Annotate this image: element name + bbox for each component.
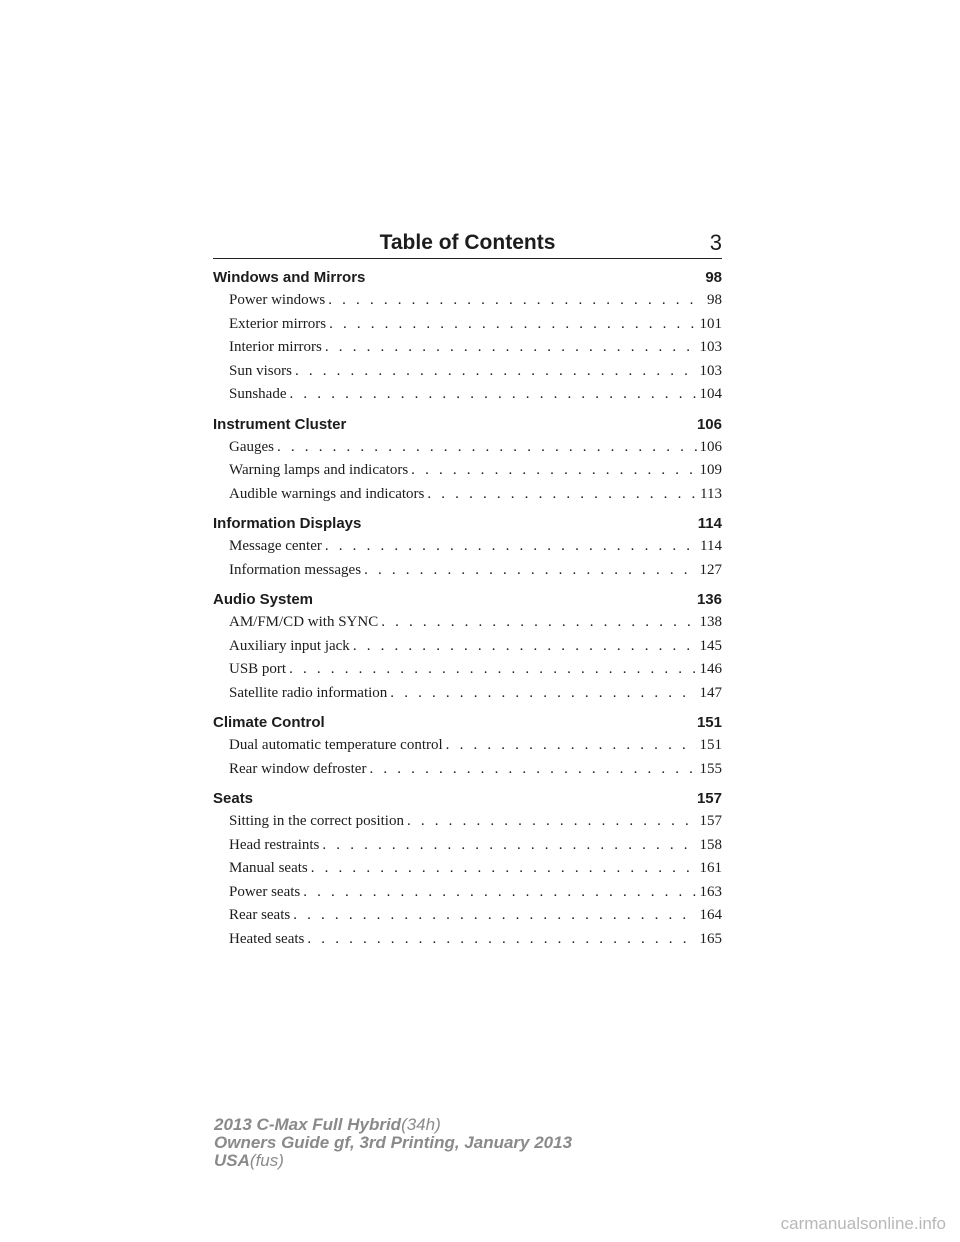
toc-entry[interactable] [213, 881, 722, 905]
toc-entry[interactable] [213, 658, 722, 682]
section-title: Information Displays [213, 515, 362, 532]
page-title: Table of Contents [379, 231, 556, 254]
entry-page-number: 157 [699, 813, 722, 829]
entry-page-number: 127 [699, 561, 722, 578]
entry-label: Sunshade [229, 386, 287, 402]
toc-entry[interactable] [213, 289, 722, 313]
entry-page-number: 109 [699, 462, 722, 478]
entry-label: Dual automatic temperature control [229, 737, 443, 753]
page-number: 3 [709, 230, 722, 255]
toc-entry[interactable] [213, 535, 722, 559]
entry-label: Auxiliary input jack [229, 637, 350, 654]
dot-leader [290, 383, 697, 407]
dot-leader [381, 611, 696, 635]
toc-entry[interactable] [213, 682, 722, 706]
entry-page-number: 151 [699, 737, 722, 753]
entry-page-number: 98 [707, 292, 722, 308]
toc-section [213, 413, 722, 507]
section-page-number: 151 [696, 714, 722, 731]
toc-section-heading[interactable] [213, 588, 722, 611]
dot-leader [293, 904, 696, 928]
entry-page-number: 147 [699, 684, 722, 701]
dot-leader [390, 682, 696, 706]
entry-page-number: 104 [699, 386, 722, 402]
entry-label: Warning lamps and indicators [229, 462, 409, 478]
entry-label: Sitting in the correct position [229, 813, 404, 829]
dot-leader [303, 881, 696, 905]
entry-label: USB port [229, 661, 287, 677]
section-title: Windows and Mirrors [213, 269, 366, 286]
entry-page-number: 138 [699, 614, 722, 630]
dot-leader [427, 483, 697, 507]
toc-section [213, 512, 722, 582]
toc-entry[interactable] [213, 436, 722, 460]
toc-entry[interactable] [213, 734, 722, 758]
entry-label: AM/FM/CD with SYNC [229, 614, 379, 630]
dot-leader [325, 535, 697, 559]
section-page-number: 157 [696, 790, 722, 807]
footer-model-code: (34h) [401, 1115, 441, 1134]
toc-section-heading[interactable] [213, 266, 722, 289]
dot-leader [325, 336, 697, 360]
toc-entry[interactable] [213, 904, 722, 928]
footer-market-code: (fus) [249, 1151, 284, 1170]
entry-label: Satellite radio information [229, 684, 388, 701]
dot-leader [295, 360, 697, 384]
entry-page-number: 103 [699, 362, 722, 379]
entry-page-number: 163 [699, 883, 722, 900]
section-title: Seats [213, 790, 254, 807]
section-page-number: 114 [697, 515, 722, 532]
dot-leader [407, 810, 697, 834]
section-title: Climate Control [213, 714, 325, 731]
entry-label: Message center [229, 538, 322, 554]
page-header [213, 228, 722, 259]
dot-leader [329, 313, 696, 337]
entry-page-number: 146 [699, 661, 722, 677]
footer-line-3 [214, 1152, 572, 1170]
entry-label: Audible warnings and indicators [229, 485, 425, 502]
dot-leader [322, 834, 696, 858]
entry-label: Manual seats [229, 860, 308, 876]
toc-section-heading[interactable] [213, 711, 722, 734]
page-footer [214, 1116, 572, 1170]
entry-label: Rear window defroster [229, 760, 367, 777]
dot-leader [353, 635, 697, 659]
entry-page-number: 145 [699, 637, 722, 654]
entry-page-number: 101 [699, 315, 722, 332]
entry-page-number: 114 [700, 538, 722, 554]
dot-leader [289, 658, 696, 682]
section-page-number: 136 [696, 591, 722, 608]
toc-entry[interactable] [213, 559, 722, 583]
entry-label: Sun visors [229, 362, 292, 379]
section-title: Instrument Cluster [213, 415, 347, 433]
toc-section [213, 787, 722, 951]
entry-page-number: 106 [699, 438, 722, 455]
toc-entry[interactable] [213, 834, 722, 858]
dot-leader [328, 289, 704, 313]
toc-entry[interactable] [213, 483, 722, 507]
toc-section [213, 266, 722, 407]
dot-leader [364, 559, 696, 583]
dot-leader [369, 758, 696, 782]
entry-page-number: 164 [699, 907, 722, 923]
footer-model: 2013 C-Max Full Hybrid [214, 1115, 402, 1134]
entry-label: Rear seats [229, 907, 291, 923]
toc-entry[interactable] [213, 360, 722, 384]
entry-label: Gauges [229, 438, 274, 455]
entry-page-number: 155 [699, 760, 722, 777]
section-page-number: 106 [696, 415, 722, 433]
dot-leader [307, 928, 696, 952]
section-title: Audio System [213, 591, 314, 608]
toc-entry[interactable] [213, 611, 722, 635]
toc-entry[interactable] [213, 758, 722, 782]
entry-label: Heated seats [229, 930, 305, 947]
toc-entry[interactable] [213, 810, 722, 834]
dot-leader [446, 734, 697, 758]
dot-leader [277, 436, 697, 460]
entry-label: Exterior mirrors [229, 315, 327, 332]
footer-market: USA [214, 1151, 250, 1170]
footer-line-1 [214, 1116, 572, 1134]
toc-entry[interactable] [213, 313, 722, 337]
toc-entry[interactable] [213, 383, 722, 407]
toc-section [213, 588, 722, 705]
toc-entry[interactable] [213, 635, 722, 659]
watermark: carmanualsonline.info [780, 1214, 946, 1233]
toc-section-heading[interactable] [213, 512, 722, 535]
toc-entry[interactable] [213, 459, 722, 483]
dot-leader [311, 857, 697, 881]
entry-label: Power seats [229, 883, 301, 900]
entry-label: Information messages [229, 561, 362, 578]
entry-page-number: 158 [699, 836, 722, 853]
toc-section [213, 711, 722, 781]
section-page-number: 98 [705, 269, 722, 286]
entry-page-number: 103 [699, 339, 722, 355]
toc-section-heading[interactable] [213, 787, 722, 810]
table-of-contents [213, 266, 722, 957]
entry-page-number: 113 [700, 485, 722, 502]
toc-entry[interactable] [213, 928, 722, 952]
entry-label: Interior mirrors [229, 339, 322, 355]
toc-section-heading[interactable] [213, 413, 722, 436]
entry-label: Power windows [229, 292, 326, 308]
entry-page-number: 161 [699, 860, 722, 876]
footer-line-2: Owners Guide gf, 3rd Printing, January 2013 [214, 1133, 573, 1152]
dot-leader [411, 459, 696, 483]
entry-label: Head restraints [229, 836, 320, 853]
toc-entry[interactable] [213, 336, 722, 360]
toc-entry[interactable] [213, 857, 722, 881]
entry-page-number: 165 [699, 930, 722, 947]
